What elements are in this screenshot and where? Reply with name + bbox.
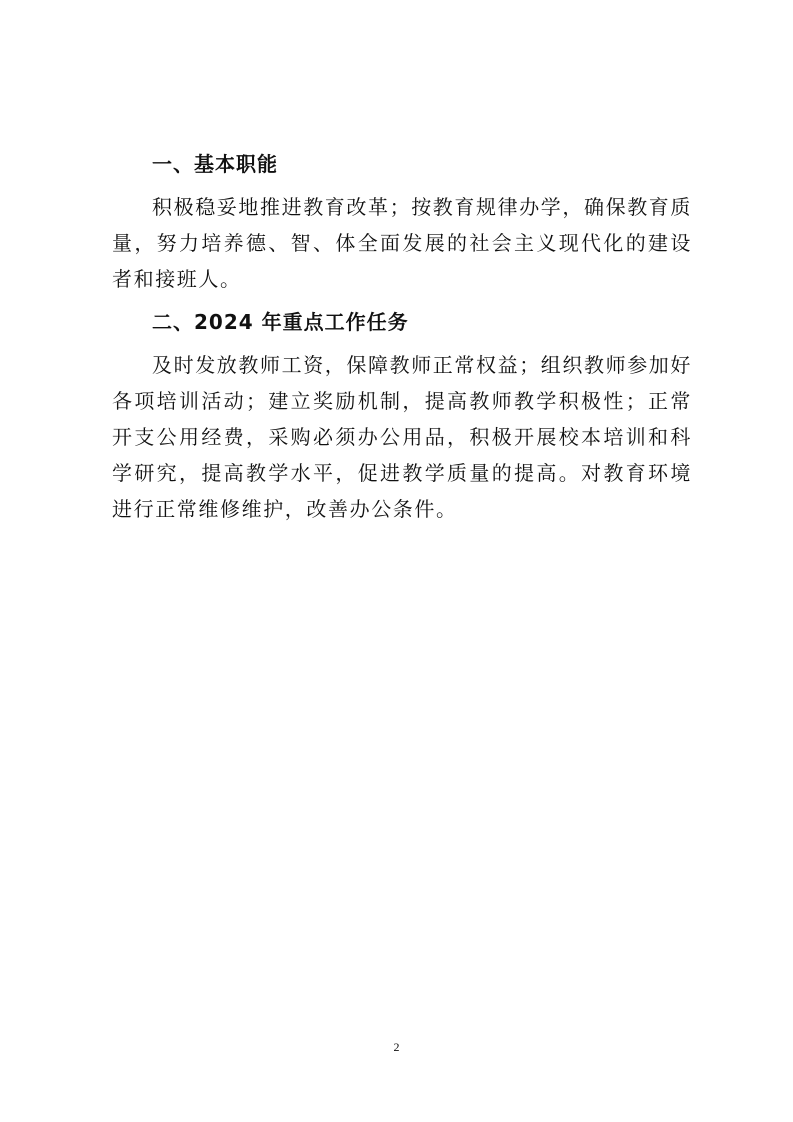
- section-body-basic-functions: 积极稳妥地推进教育改革；按教育规律办学，确保教育质量，努力培养德、智、体全面发展的社会主义现代化的建设者和接班人。: [112, 195, 692, 291]
- page-number: 2: [393, 1040, 400, 1054]
- section-body-key-tasks: 及时发放教师工资，保障教师正常权益；组织教师参加好各项培训活动；建立奖励机制，提高教师教学积极性；正常开支公用经费，采购必须办公用品，积极开展校本培训和科学研究，提高教学水平，促进教学质量的提高。对教育环境进行正常维修维护，改善办公条件。: [112, 353, 692, 521]
- section-heading-key-tasks: 二、2024 年重点工作任务: [152, 310, 409, 334]
- document-body: [112, 146, 692, 527]
- section-heading-basic-functions: 一、基本职能: [152, 152, 278, 176]
